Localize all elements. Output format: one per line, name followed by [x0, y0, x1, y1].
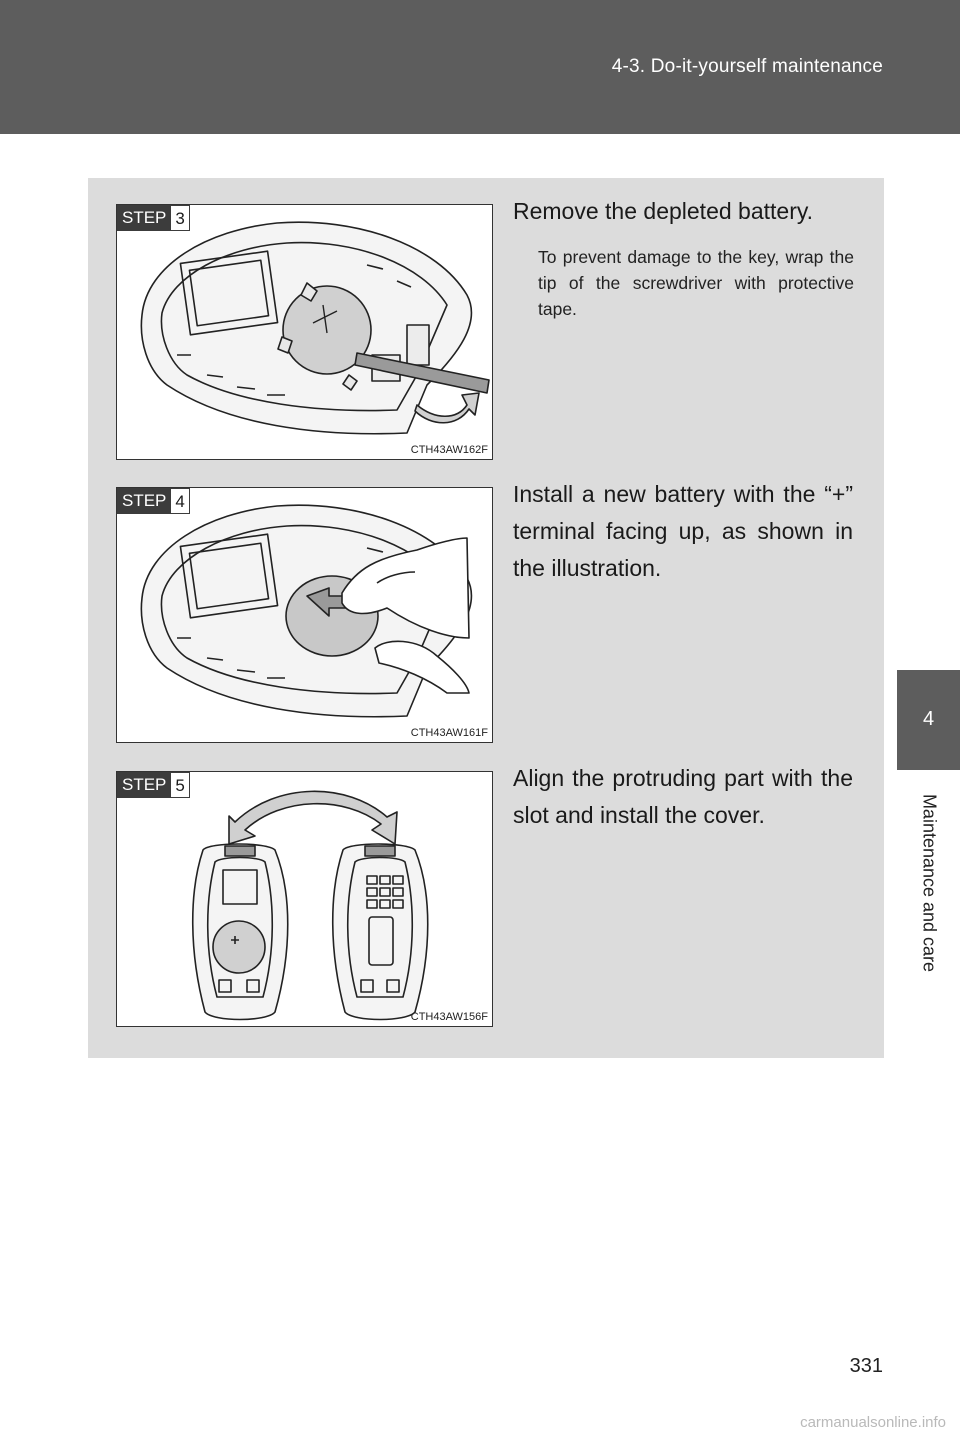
section-title: 4-3. Do-it-yourself maintenance	[611, 56, 883, 77]
figure-code: CTH43AW162F	[410, 444, 488, 456]
step-badge	[117, 488, 190, 514]
step-badge-number: 5	[171, 772, 189, 798]
figure-code: CTH43AW156F	[410, 1011, 488, 1023]
step-badge-number: 3	[171, 205, 189, 231]
chapter-tab	[897, 670, 960, 770]
step-badge-label: STEP	[117, 205, 171, 231]
step-5-text: Align the protruding part with the slot and install the cover.	[513, 765, 853, 828]
step-badge	[117, 772, 190, 798]
key-cover-install-drawing	[117, 772, 493, 1027]
step-5-illustration	[116, 771, 493, 1027]
step-badge-label: STEP	[117, 772, 171, 798]
page-header	[0, 0, 960, 134]
step-badge-label: STEP	[117, 488, 171, 514]
step-3-illustration	[116, 204, 493, 460]
figure-code: CTH43AW161F	[410, 727, 488, 739]
step-4-text: Install a new battery with the “+” terminal facing up, as shown in the illustration.	[513, 481, 853, 581]
page-number: 331	[849, 1355, 883, 1377]
step-4-illustration	[116, 487, 493, 743]
step-3-note: To prevent damage to the key, wrap the tip of the screwdriver with protective tape.	[538, 247, 854, 319]
watermark: carmanualsonline.info	[800, 1414, 946, 1431]
chapter-title: Maintenance and care	[919, 793, 940, 973]
step-badge-number: 4	[171, 488, 189, 514]
key-battery-install-drawing	[117, 488, 493, 743]
key-battery-removal-drawing	[117, 205, 493, 460]
chapter-number: 4	[922, 708, 935, 730]
step-3-text: Remove the depleted battery.	[513, 198, 814, 224]
step-badge	[117, 205, 190, 231]
